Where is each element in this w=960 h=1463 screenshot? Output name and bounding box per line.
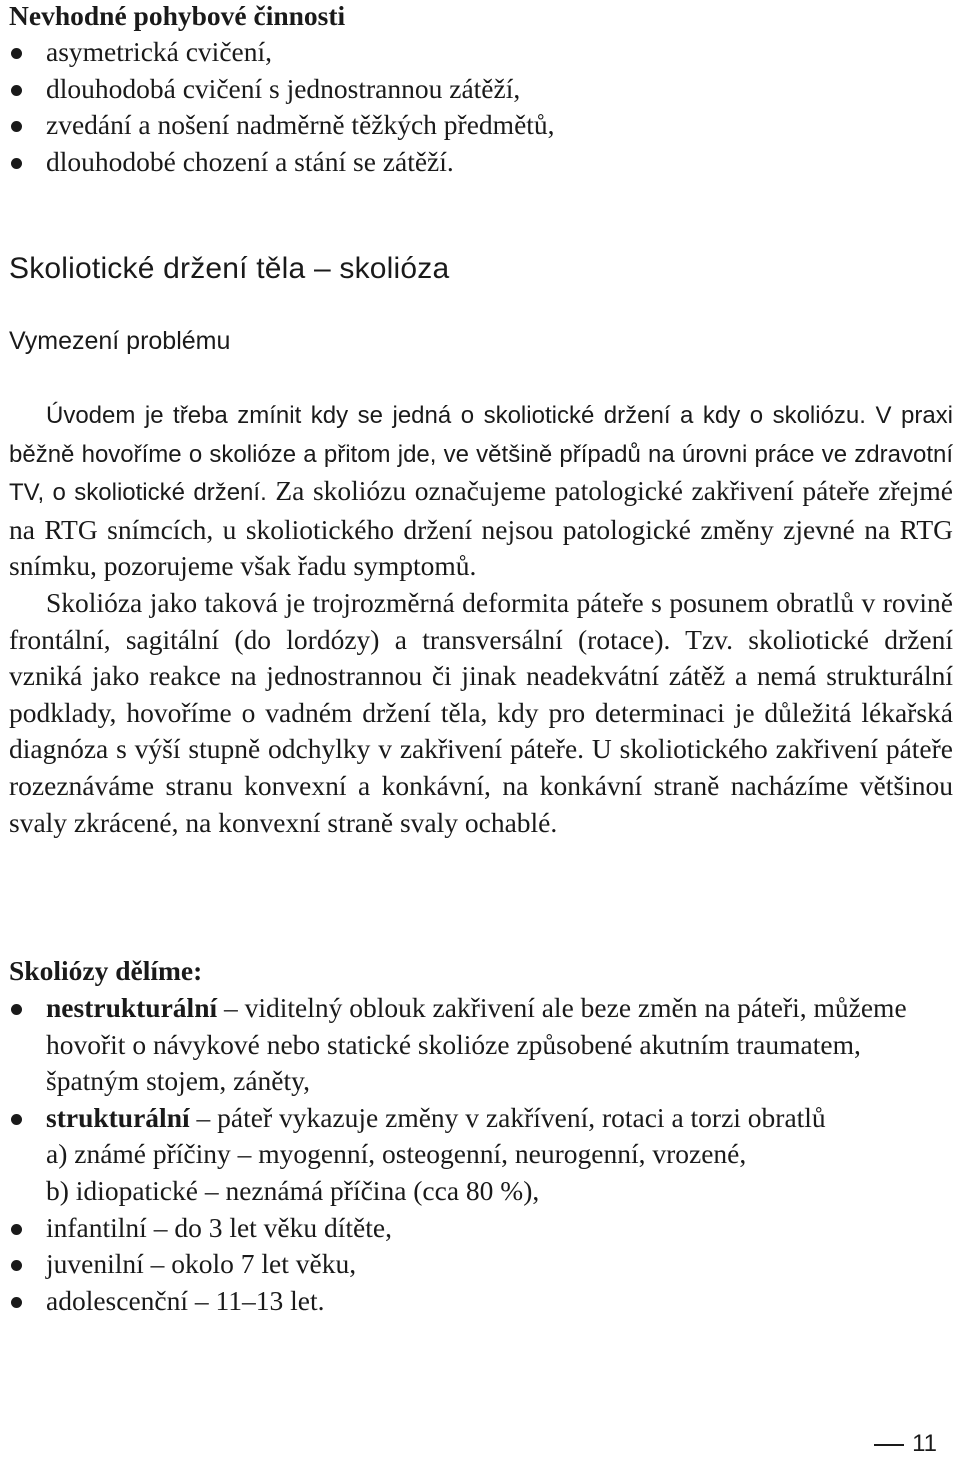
- division-heading: Skoliózy dělíme:: [9, 955, 203, 986]
- list-item: adolescenční – 11–13 let.: [9, 1283, 953, 1320]
- page-number: [874, 1430, 937, 1458]
- dash-icon: [874, 1444, 904, 1446]
- list-item: asymetrická cvičení,: [9, 34, 555, 71]
- page-number-value: 11: [912, 1430, 937, 1457]
- list-item: juvenilní – okolo 7 let věku,: [9, 1246, 953, 1283]
- term-description: – viditelný oblouk zakřivení ale beze změn na páteři, můžeme hovořit o návykové nebo statické skolióze způsobené akutním traumatem, špatným stojem, záněty,: [46, 992, 907, 1097]
- term-description: – páteř vykazuje změny v zakřívení, rotaci a torzi obratlů: [189, 1101, 826, 1133]
- list-item: dlouhodobé chození a stání se zátěží.: [9, 144, 555, 181]
- sub-list-item: b) idiopatické – neznámá příčina (cca 80 %),: [46, 1174, 540, 1206]
- term: strukturální: [46, 1101, 190, 1133]
- sub-list-item: a) známé příčiny – myogenní, osteogenní, neurogenní, vrozené,: [46, 1138, 747, 1170]
- section-title: Skoliotické držení těla – skolióza: [9, 252, 450, 285]
- list-item: [9, 1100, 953, 1137]
- term: nestrukturální: [46, 992, 218, 1023]
- paragraph: Skolióza jako taková je trojrozměrná deformita páteře s posunem obratlů v rovině frontální, sagitální (do lordózy) a transversální (rotace). Tzv. skoliotické držení vzniká jako reakce na jednostrannou či jinak neadekvátní zátěž a nemá strukturální podklady, hovoříme o vadném držení těla, kdy pro determinaci je důležitá lékařská diagnóza s výší stupně odchylky v zakřivení páteře. U skoliotického zakřivení páteře rozeznáváme stranu konvexní a konkávní, na konkávní straně nacházíme většinou svaly zkrácené, na konvexní straně svaly ochablé.: [9, 586, 953, 838]
- list-item: [9, 990, 953, 1100]
- body-text: [9, 396, 953, 841]
- list-item: dlouhodobá cvičení s jednostrannou zátěží,: [9, 71, 555, 108]
- subsection-title: Vymezení problému: [9, 327, 231, 355]
- paragraph-sans-part: Úvodem je třeba zmínit kdy se jedná o skoliotické držení a kdy o skoliózu. V praxi běžně hovoříme o skolióze a přitom jde, ve většině případů na úrovni práce ve zdravotní TV, o skoliotické držení.: [9, 402, 953, 507]
- list-item: infantilní – do 3 let věku dítěte,: [9, 1210, 953, 1247]
- paragraph-serif-part: Za skoliózu označujeme patologické zakřivení páteře zřejmé na RTG snímcích, u skoliotického držení nejsou patologické změny zjevné na RTG snímku, pozorujeme však řadu symptomů.: [9, 475, 954, 582]
- scoliosis-division-list: [9, 990, 953, 1319]
- top-heading: Nevhodné pohybové činnosti: [9, 0, 346, 31]
- list-item: zvedání a nošení nadměrně těžkých předmětů,: [9, 107, 555, 144]
- inappropriate-activities-list: [9, 34, 555, 180]
- paragraph: [9, 396, 953, 585]
